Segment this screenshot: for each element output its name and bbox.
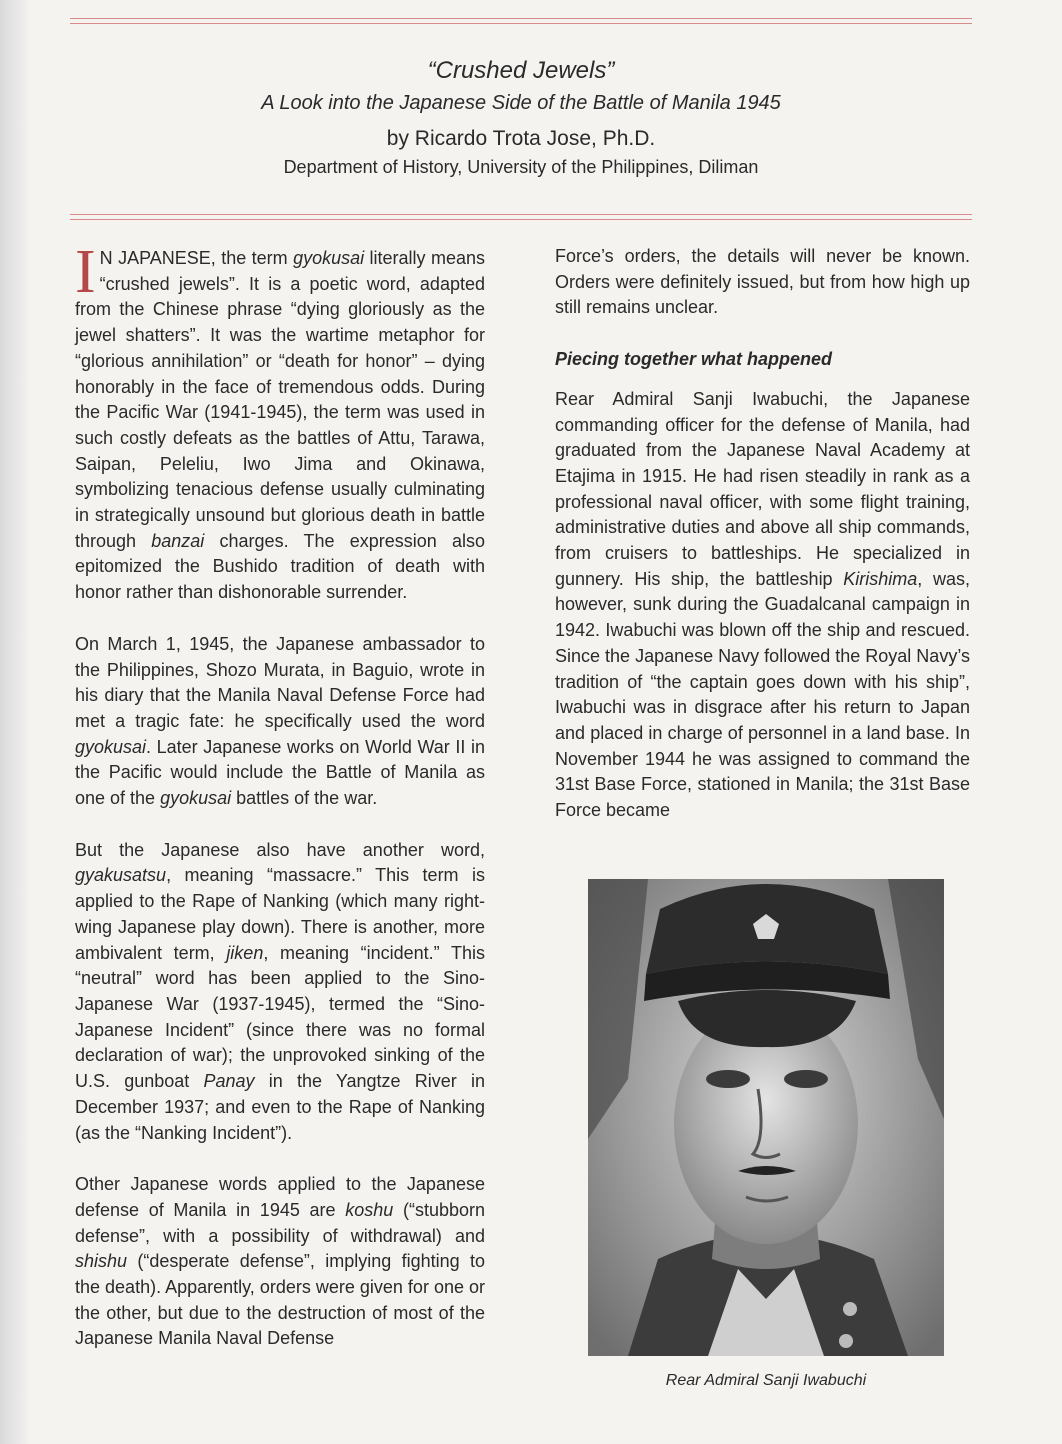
header-divider	[70, 214, 972, 220]
text-run: literally means “crushed jewels”. It is a poetic word, adapted from the Chinese phrase “dying gloriously as the jewel shatters”. It was the wartime metaphor for “glorious annihilation” or “death for honor” – dying honorably in the face of tremendous odds. During the Pacific War (1941-1945), the term was used in such costly defeats as the battles of Attu, Tarawa, Saipan, Peleliu, Iwo Jima and Okinawa, symbolizing tenacious defense usually culminating in strategically unsound but glorious death in battle through	[75, 248, 485, 551]
italic-term: shishu	[75, 1251, 128, 1272]
text-run: . Later Japanese works on World War II in the Pacific would include the Battle of Manila as one of the	[75, 736, 485, 809]
text-run: in the Yangtze River in December 1937; and even to the Rape of Nanking (as the “Nanking Incident”).	[75, 1071, 485, 1143]
text-run: Other Japanese words applied to the Japanese defense of Manila in 1945 are	[75, 1174, 485, 1220]
drop-cap: I	[75, 238, 96, 306]
text-run: , meaning “incident.” This “neutral” word has been applied to the Sino-Japanese War (1937-1945), termed the “Sino-Japanese Incident” (since there was no formal declaration of war); the unprovoked sinking of the U.S. gunboat	[75, 942, 485, 1092]
text-run: On March 1, 1945, the Japanese ambassador to the Philippines, Shozo Murata, in Baguio, wrote in his diary that the Manila Naval Defense Force had met a tragic fate: he specifically used the word	[75, 633, 485, 731]
paragraph-koshu-shishu	[75, 1172, 485, 1352]
portrait-photo	[588, 879, 944, 1356]
text-run: N JAPANESE, the term	[99, 248, 294, 268]
author-affiliation: Department of History, University of the Philippines, Diliman	[283, 157, 759, 177]
right-column	[555, 244, 970, 850]
italic-term: gyakusatsu	[75, 865, 167, 886]
italic-term: gyokusai	[75, 736, 147, 757]
text-run: (“desperate defense”, implying fighting to the death). Apparently, orders were given for one or the other, but due to the destruction of most of the Japanese Manila Naval Defense	[75, 1251, 485, 1349]
italic-term: gyokusai	[160, 788, 232, 809]
paragraph-continuation: Force’s orders, the details will never be known. Orders were definitely issued, but from how high up still remains unclear.	[555, 246, 970, 318]
author-byline: by Ricardo Trota Jose, Ph.D.	[386, 127, 656, 150]
paragraph-iwabuchi	[555, 387, 970, 824]
page-edge-shadow	[0, 0, 30, 1444]
italic-term: Kirishima	[843, 568, 918, 589]
text-run: (“stubborn defense”, with a possibility of withdrawal) and	[75, 1199, 485, 1246]
text-run: Rear Admiral Sanji Iwabuchi, the Japanese commanding officer for the defense of Manila, had graduated from the Japanese Naval Academy at Etajima in 1915. He had risen steadily in rank as a professional naval officer, with some flight training, administrative duties and above all ship commands, from cruisers to battleships. He specialized in gunnery. His ship, the battleship	[555, 388, 970, 589]
paragraph-intro	[75, 238, 485, 606]
article-header	[70, 52, 972, 180]
article-title: “Crushed Jewels”	[427, 57, 615, 84]
top-divider	[70, 18, 972, 24]
left-column	[75, 238, 485, 1378]
portrait-illustration	[588, 879, 944, 1356]
photo-caption: Rear Admiral Sanji Iwabuchi	[665, 1372, 867, 1389]
text-run: charges. The expression also epitomized the Bushido tradition of death with honor rather than dishonorable surrender.	[75, 530, 485, 603]
section-heading: Piecing together what happened	[555, 349, 833, 370]
italic-term: banzai	[151, 530, 205, 551]
paragraph-gyakusatsu	[75, 838, 485, 1146]
paragraph-murata	[75, 632, 485, 812]
text-run: , meaning “massacre.” This term is applied to the Rape of Nanking (which many right-wing Japanese play down). There is another, more ambivalent term,	[75, 865, 485, 963]
text-run: battles of the war.	[231, 788, 378, 809]
italic-term: koshu	[345, 1199, 394, 1220]
text-run: , was, however, sunk during the Guadalcanal campaign in 1942. Iwabuchi was blown off the ship and rescued. Since the Japanese Navy followed the Royal Navy’s tradition of “the captain goes down with his ship”, Iwabuchi was in disgrace after his return to Japan and placed in charge of personnel in a land base. In November 1944 he was assigned to command the 31st Base Force, stationed in Manila; the 31st Base Force became	[555, 568, 970, 821]
text-run: But the Japanese also have another word,	[75, 839, 485, 860]
article-subtitle: A Look into the Japanese Side of the Battle of Manila 1945	[261, 92, 781, 114]
italic-term: Panay	[203, 1071, 255, 1092]
italic-term: gyokusai	[293, 248, 365, 268]
italic-term: jiken	[226, 942, 264, 963]
